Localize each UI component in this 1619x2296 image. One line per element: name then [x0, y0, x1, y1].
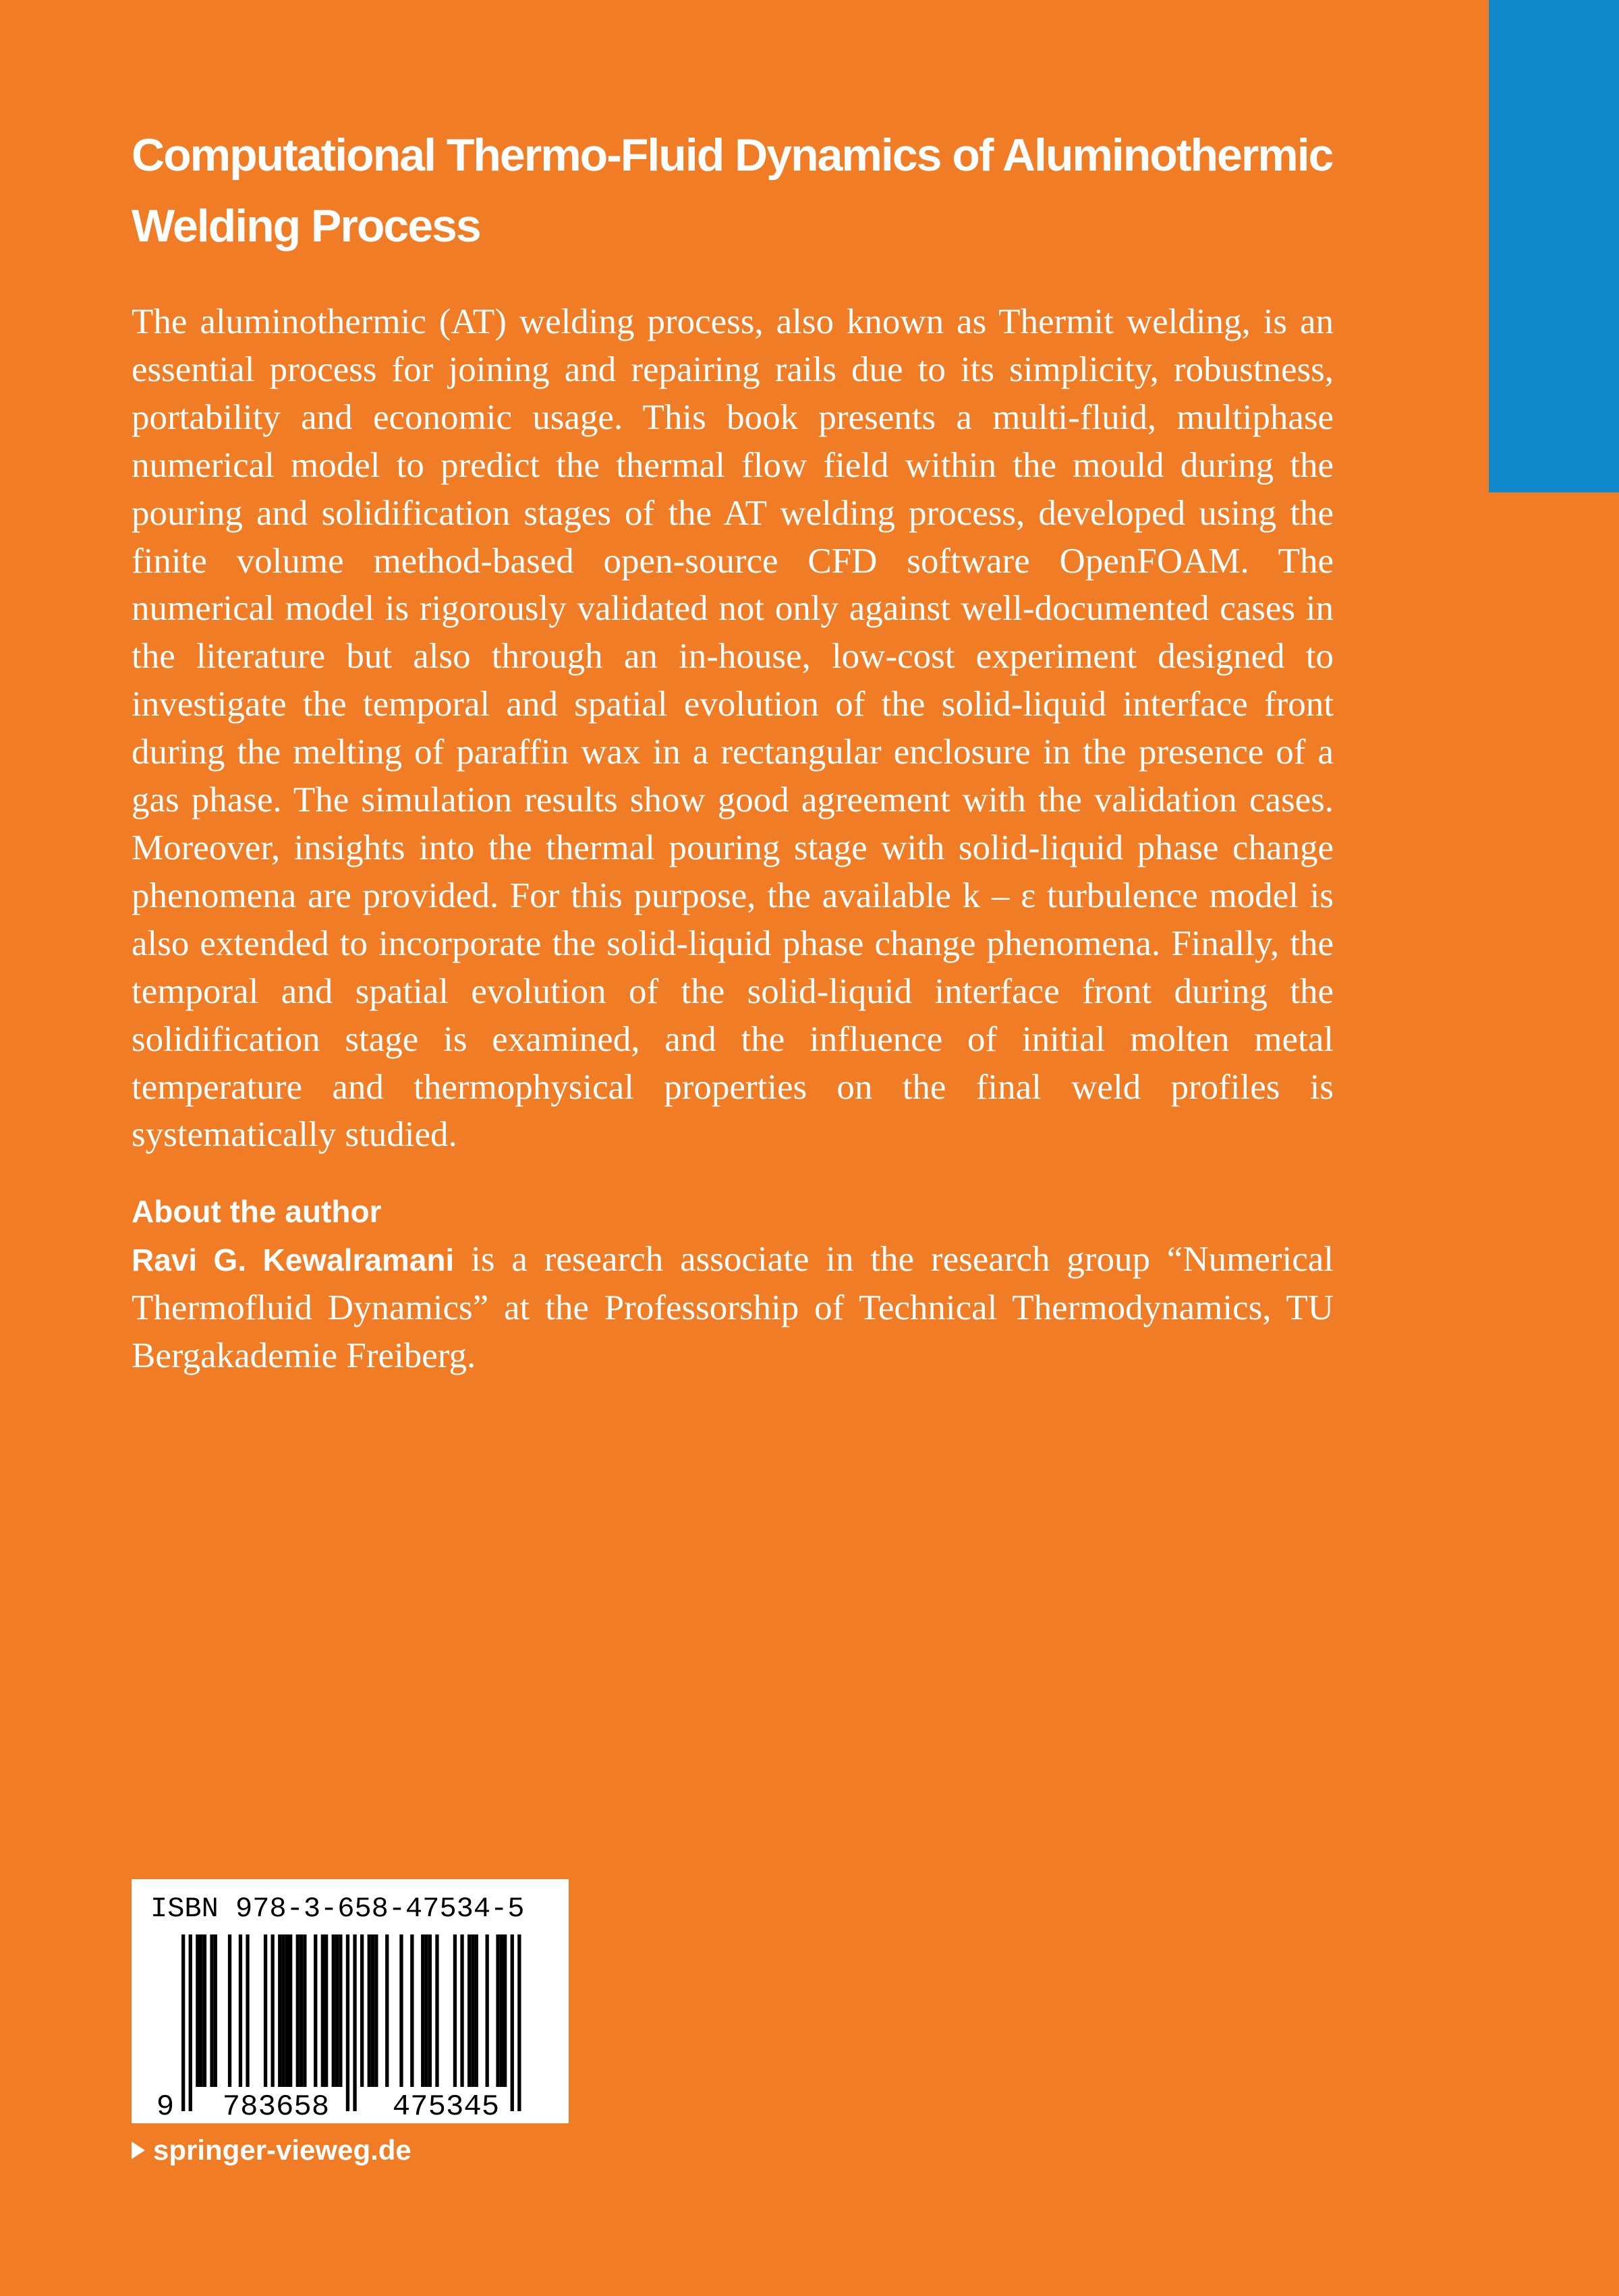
barcode-bar — [424, 1934, 428, 2087]
barcode-digits-right: 475345 — [392, 2090, 500, 2123]
barcode-bar — [200, 1934, 203, 2087]
publisher-link[interactable] — [132, 2131, 411, 2169]
book-title-line-2: Welding Process — [132, 200, 480, 252]
barcode-bar — [368, 1934, 371, 2087]
isbn-text: ISBN 978-3-658-47534-5 — [150, 1893, 525, 1925]
barcode-bar — [453, 1934, 457, 2087]
barcode-bar — [435, 1934, 438, 2087]
barcode-bar — [321, 1934, 324, 2087]
barcode-bar — [385, 1934, 389, 2087]
barcode-bar — [374, 1934, 378, 2087]
barcode-bar — [246, 1934, 249, 2087]
barcode-bar — [278, 1934, 281, 2087]
barcode-bar — [228, 1934, 231, 2087]
isbn-barcode — [132, 1879, 569, 2123]
barcode-bar — [271, 1934, 275, 2087]
barcode-bar — [500, 1934, 503, 2087]
barcode-digits-left: 783658 — [222, 2090, 330, 2123]
barcode-bar — [303, 1934, 306, 2087]
barcode-bar — [339, 1934, 342, 2087]
author-name: Ravi G. Kewalramani — [132, 1242, 455, 1278]
about-author-text — [132, 1236, 1334, 1380]
barcode-bar — [503, 1934, 507, 2087]
play-arrow-icon — [132, 2142, 145, 2159]
barcode-bar — [324, 1934, 328, 2087]
author-bio: is a research associate in the research group “Numerical Thermofluid Dynamics” at the Professorship of Technical Thermodynamics, TU Bergakademie Freiberg. — [132, 1240, 1334, 1375]
barcode-bar — [399, 1934, 403, 2087]
barcode-graphic — [132, 1879, 569, 2123]
barcode-bar — [496, 1934, 499, 2087]
barcode-bars — [181, 1934, 521, 2111]
barcode-bar — [281, 1934, 285, 2087]
book-description: The aluminothermic (AT) welding process, also known as Thermit welding, is an essential process for joining and repairing rails due to its simplicity, robustness, portability and economic usage. This book presents a multi-fluid, multiphase numerical model to predict the thermal flow field within the mould during the pouring and solidification stages of the AT welding process, developed using the finite volume method-based open-source CFD software OpenFOAM. The numerical model is rigorously validated not only against well-documented cases in the literature but also through an in-house, low-cost experiment designed to investigate the temporal and spatial evolution of the solid-liquid interface front during the melting of paraffin wax in a rectangular enclosure in the presence of a gas phase. The simulation results show good agreement with the validation cases. Moreover, insights into the thermal pouring stage with solid-liquid phase change phenomena are provided. For this purpose, the available k – ε turbulence model is also extended to incorporate the solid-liquid phase change phenomena. Finally, the temporal and spatial evolution of the solid-liquid interface front during the solidification stage is examined, and the influence of initial molten metal temperature and thermophysical properties on the final weld profiles is systematically studied. — [132, 302, 1334, 1155]
barcode-bar — [346, 1934, 349, 2111]
barcode-bar — [353, 1934, 356, 2111]
barcode-bar — [486, 1934, 489, 2087]
book-title-line-1: Computational Thermo-Fluid Dynamics of Aluminothermic — [132, 130, 1333, 181]
barcode-bar — [300, 1934, 303, 2087]
barcode-bar — [332, 1934, 335, 2087]
barcode-bar — [189, 1934, 192, 2111]
barcode-bar — [467, 1934, 471, 2087]
barcode-bar — [421, 1934, 424, 2087]
book-title — [132, 120, 1359, 262]
barcode-bar — [360, 1934, 364, 2087]
barcode-bar — [210, 1934, 213, 2087]
barcode-bar — [475, 1934, 478, 2087]
barcode-bar — [264, 1934, 267, 2087]
barcode-bar — [314, 1934, 317, 2087]
barcode-bar — [239, 1934, 242, 2087]
barcode-bar — [335, 1934, 339, 2087]
barcode-bar — [511, 1934, 514, 2111]
publisher-url: springer-vieweg.de — [153, 2134, 411, 2166]
barcode-bar — [214, 1934, 217, 2087]
barcode-bar — [196, 1934, 199, 2087]
barcode-bar — [296, 1934, 300, 2087]
barcode-bar — [460, 1934, 463, 2087]
blue-accent-tab — [1489, 0, 1619, 492]
barcode-bar — [410, 1934, 414, 2087]
barcode-bar — [471, 1934, 474, 2087]
barcode-bar — [517, 1934, 521, 2111]
barcode-bar — [285, 1934, 289, 2087]
barcode-bar — [289, 1934, 292, 2087]
barcode-bar — [371, 1934, 374, 2087]
barcode-bar — [428, 1934, 432, 2087]
about-author-heading: About the author — [132, 1194, 382, 1229]
barcode-bar — [203, 1934, 206, 2087]
barcode-digit-first: 9 — [156, 2090, 175, 2123]
barcode-bar — [181, 1934, 185, 2111]
